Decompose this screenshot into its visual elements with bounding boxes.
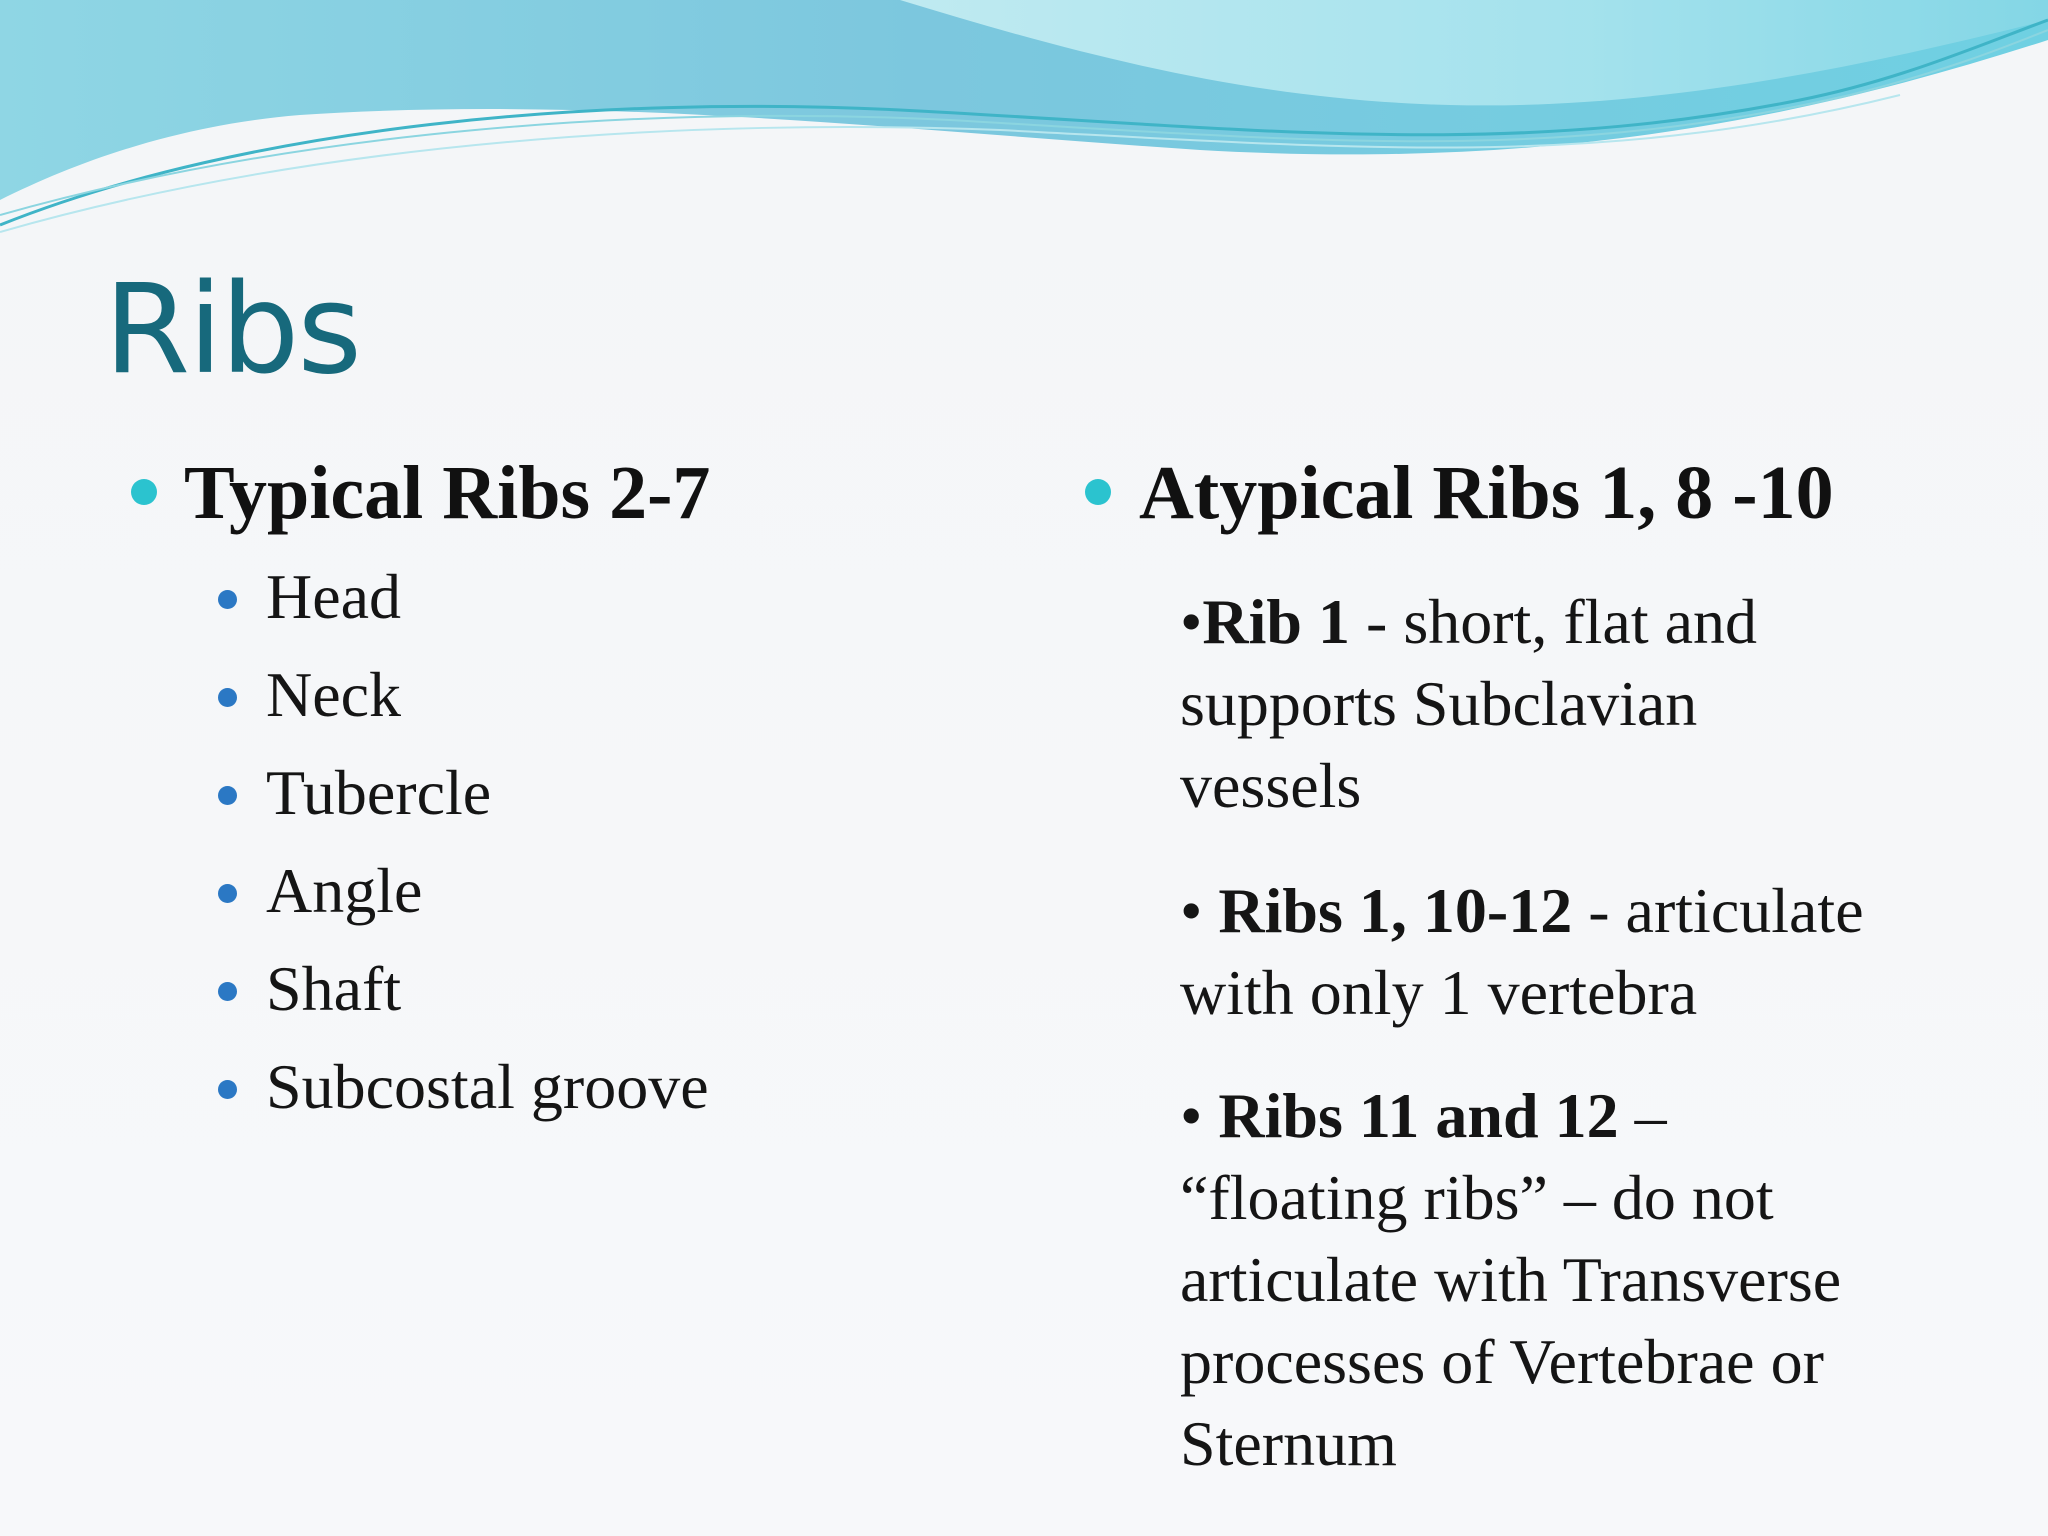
point-text: processes of Vertebrae or xyxy=(1180,1326,1824,1397)
rib-1-description xyxy=(1180,581,2048,827)
point-bold-label: Ribs 11 and 12 xyxy=(1218,1080,1619,1151)
point-text: vessels xyxy=(1180,750,1362,821)
point-text: – xyxy=(1618,1080,1667,1151)
list-bullet-icon xyxy=(218,688,237,707)
ribs-11-12-description xyxy=(1180,1075,2048,1485)
list-item-neck: Neck xyxy=(266,659,402,730)
point-text: articulate with Transverse xyxy=(1180,1244,1842,1315)
list-bullet-icon xyxy=(218,786,237,805)
bullet-marker: • xyxy=(1180,875,1219,946)
point-text: - articulate xyxy=(1572,875,1864,946)
right-heading: Atypical Ribs 1, 8 -10 xyxy=(1139,451,1834,535)
bullet-marker: • xyxy=(1180,586,1203,657)
header-wave-decoration xyxy=(0,0,2048,240)
right-heading-bullet-icon xyxy=(1085,479,1111,505)
point-text: - short, flat and xyxy=(1350,586,1757,657)
list-item-angle: Angle xyxy=(266,855,423,926)
list-item-shaft: Shaft xyxy=(266,953,402,1024)
list-item-head: Head xyxy=(266,561,402,632)
left-heading: Typical Ribs 2-7 xyxy=(184,451,711,535)
point-text: “floating ribs” – do not xyxy=(1180,1162,1774,1233)
bullet-marker: • xyxy=(1180,1080,1219,1151)
point-bold-label: Ribs 1, 10-12 xyxy=(1218,875,1573,946)
list-bullet-icon xyxy=(218,590,237,609)
list-item-subcostal-groove: Subcostal groove xyxy=(266,1051,709,1122)
point-text: supports Subclavian xyxy=(1180,668,1698,739)
left-heading-bullet-icon xyxy=(131,479,157,505)
list-item-tubercle: Tubercle xyxy=(266,757,492,828)
list-bullet-icon xyxy=(218,982,237,1001)
slide-title: Ribs xyxy=(104,258,360,402)
point-text: with only 1 vertebra xyxy=(1180,957,1698,1028)
ribs-1-10-12-description xyxy=(1180,870,2048,1034)
point-bold-label: Rib 1 xyxy=(1202,586,1350,657)
list-bullet-icon xyxy=(218,1080,237,1099)
list-bullet-icon xyxy=(218,884,237,903)
point-text: Sternum xyxy=(1180,1408,1397,1479)
